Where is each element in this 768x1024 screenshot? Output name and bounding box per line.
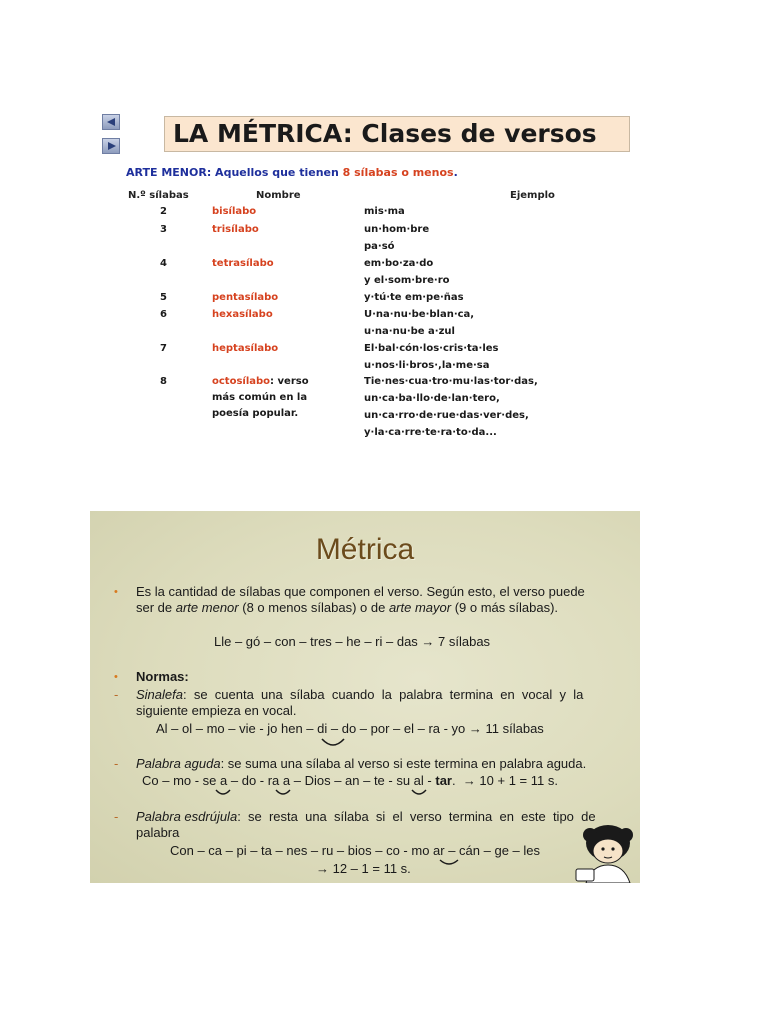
esdrujula-term: Palabra esdrújula [136,809,238,824]
bullet-icon: • [114,586,118,598]
dash-bullet: - [114,687,119,702]
row-example-line: u·nos·li·bros·,la·me·sa [364,360,490,371]
row-example-line: y el·som·bre·ro [364,275,450,286]
intro-term-arte-mayor: arte mayor [388,600,452,615]
slide-title: LA MÉTRICA: Clases de versos [164,116,630,152]
aguda-example [142,773,558,789]
esdrujula-text: : se resta una sílaba si el verso termina en este tipo de [237,809,596,824]
subtitle-highlight: 8 sílabas o menos [342,166,454,179]
sinalefa-line: siguiente empieza en vocal. [136,703,297,718]
row-name-line: poesía popular. [212,408,299,419]
aguda-text: : se suma una sílaba al verso si este termina en palabra aguda. [220,756,587,771]
header-nombre: Nombre [256,190,301,201]
row-num: 3 [160,224,167,235]
row-name: trisílabo [212,224,259,235]
row-example-line: un·hom·bre [364,224,430,235]
normas-heading: Normas: [136,669,189,684]
aguda-example-text: Co – mo - se a – do - ra a – Dios – an – te - su al - [142,773,436,788]
sinalefa-example: Al – ol – mo – vie - jo hen – di – do – por – el – ra - yo → 11 sílabas [156,721,544,736]
intro-text: ser de [136,600,176,615]
esdrujula-line: palabra [136,825,180,840]
sinalefa-arc [320,737,346,749]
row-example-line: y·tú·te em·pe·ñas [364,292,464,303]
intro-text: (9 o más sílabas). [451,600,559,615]
row-name-rest: : verso [270,376,309,387]
esdrujula-result: → 12 – 1 = 11 s. [316,861,411,876]
row-name [212,374,309,391]
row-example-line: un·ca·ba·llo·de·lan·tero, [364,393,500,404]
header-num-silabas: N.º sílabas [128,190,189,201]
aguda-line [136,756,586,772]
row-num: 2 [160,206,167,217]
slide-clases-de-versos [100,108,640,448]
row-num: 5 [160,292,167,303]
arrow-right-icon [108,142,116,150]
dash-bullet: - [114,809,119,824]
esdrujula-line [136,809,596,825]
arte-menor-definition [126,166,458,179]
row-name: tetrasílabo [212,258,274,269]
row-num: 4 [160,258,167,269]
aguda-arc [410,788,428,798]
subtitle-prefix: ARTE MENOR: Aquellos que tienen [126,166,343,179]
row-example-line: u·na·nu·be a·zul [364,326,455,337]
row-name: hexasílabo [212,309,273,320]
intro-line: Es la cantidad de sílabas que componen el verso. Según esto, el verso puede [136,584,585,599]
sinalefa-term: Sinalefa [136,687,183,702]
next-slide-button[interactable] [102,138,120,154]
esdrujula-example: Con – ca – pi – ta – nes – ru – bios – co - mo ar – cán – ge – les [170,843,540,858]
aguda-term: Palabra aguda [136,756,221,771]
example-llego: Lle – gó – con – tres – he – ri – das → 7 sílabas [214,634,491,649]
row-example-line: El·bal·cón·los·cris·ta·les [364,343,499,354]
row-example-line: y·la·ca·rre·te·ra·to·da... [364,427,497,438]
bullet-icon: • [114,671,118,683]
row-example-line: pa·só [364,241,395,252]
row-example-line: Tie·nes·cua·tro·mu·las·tor·das, [364,376,538,387]
sinalefa-line [136,687,618,703]
aguda-arc [214,788,232,798]
intro-text: (8 o menos sílabas) o de [238,600,389,615]
arrow-left-icon [107,118,115,126]
header-ejemplo: Ejemplo [510,190,555,201]
intro-term-arte-menor: arte menor [175,600,239,615]
slide-title: Métrica [315,533,415,566]
row-num: 7 [160,343,167,354]
esdrujula-arc [438,858,460,868]
dash-bullet: - [114,756,119,771]
sinalefa-text: : se cuenta una sílaba cuando la palabra termina en vocal y la [182,687,584,702]
aguda-example-word: tar [435,773,452,788]
mascot-girl-icon [572,821,638,883]
subtitle-suffix: . [453,166,458,179]
row-name-term: octosílabo [212,376,271,387]
row-name: heptasílabo [212,343,279,354]
row-example-line: un·ca·rro·de·rue·das·ver·des, [364,410,529,421]
aguda-example-result: . → 10 + 1 = 11 s. [451,773,558,788]
previous-slide-button[interactable] [102,114,120,130]
aguda-arc [274,788,292,798]
row-num: 8 [160,376,167,387]
row-example-line: em·bo·za·do [364,258,434,269]
row-name-line: más común en la [212,392,308,403]
intro-line [136,600,558,616]
row-name: pentasílabo [212,292,279,303]
slide-metrica [90,511,640,883]
row-example-line: mis·ma [364,206,405,217]
row-example-line: U·na·nu·be·blan·ca, [364,309,475,320]
row-num: 6 [160,309,167,320]
row-name: bisílabo [212,206,257,217]
